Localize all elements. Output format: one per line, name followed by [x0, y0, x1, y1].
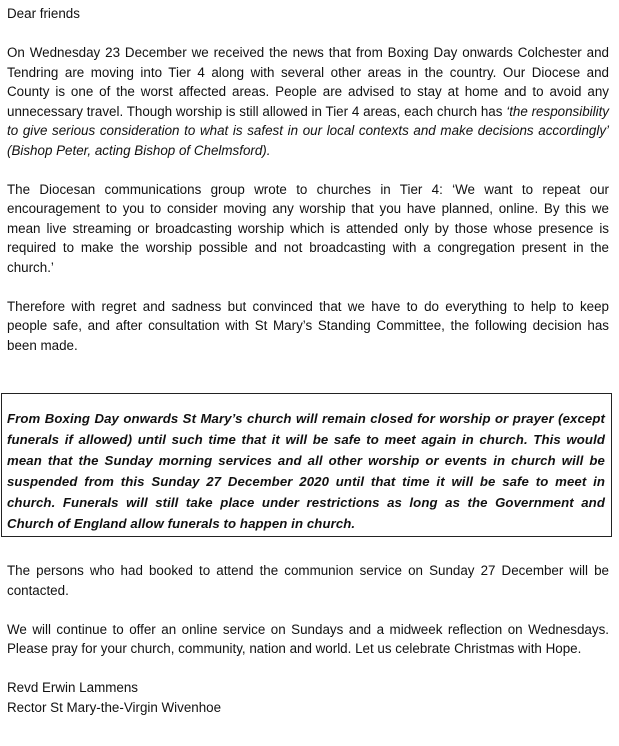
decision-text: From Boxing Day onwards St Mary’s church will remain closed for worship or prayer (except funerals if allowed) until such time that it will be safe to meet again in church. This would mean that the Sunday morning services and all other worship or events in church will be suspended from this Sunday 27 December 2020 until that time it will be safe to meet in church. Funerals will still take place under restrictions as long as the Government and Church of England allow funerals to happen in church. [7, 411, 605, 531]
paragraph-online-services: We will continue to offer an online service on Sundays and a midweek reflection on Wednesdays. Please pray for your church, community, nation and world. Let us celebrate Christmas with Hope. [7, 621, 609, 656]
paragraph-tier4-news [7, 43, 609, 160]
letter-body [7, 4, 609, 375]
paragraph-tier4-text: On Wednesday 23 December we received the news that from Boxing Day onwards Colchester and Tendring are moving into Tier 4 along with several other areas in the country. Our Diocese and County is one of the worst affected areas. People are advised to stay at home and to avoid any unnecessary travel. Though worship is still allowed in Tier 4 areas, each church has [7, 45, 609, 119]
paragraph-diocesan-communications: The Diocesan communications group wrote to churches in Tier 4: ‘We want to repeat our encouragement to you to consider moving any worship that you have planned, online. By this we mean live streaming or broadcasting worship which is attended only by those whose presence is required to make the worship possible and not broadcasting with a congregation present in the church.’ [7, 181, 609, 275]
paragraph-bookings: The persons who had booked to attend the communion service on Sunday 27 December will be contacted. [7, 563, 609, 598]
paragraph-decision-intro: Therefore with regret and sadness but convinced that we have to do everything to help to keep people safe, and after consultation with St Mary’s Standing Committee, the following decision has been made. [7, 298, 609, 353]
salutation: Dear friends [7, 6, 80, 21]
letter-closing [7, 561, 609, 717]
bishop-quote: ‘the responsibility to give serious consideration to what is safest in our local contexts and make decisions accordingly’ (Bishop Peter, acting Bishop of Chelmsford). [7, 103, 610, 158]
signature-title: Rector St Mary-the-Virgin Wivenhoe [7, 699, 222, 715]
signature-name: Revd Erwin Lammens [7, 680, 138, 695]
decision-box [1, 393, 612, 537]
